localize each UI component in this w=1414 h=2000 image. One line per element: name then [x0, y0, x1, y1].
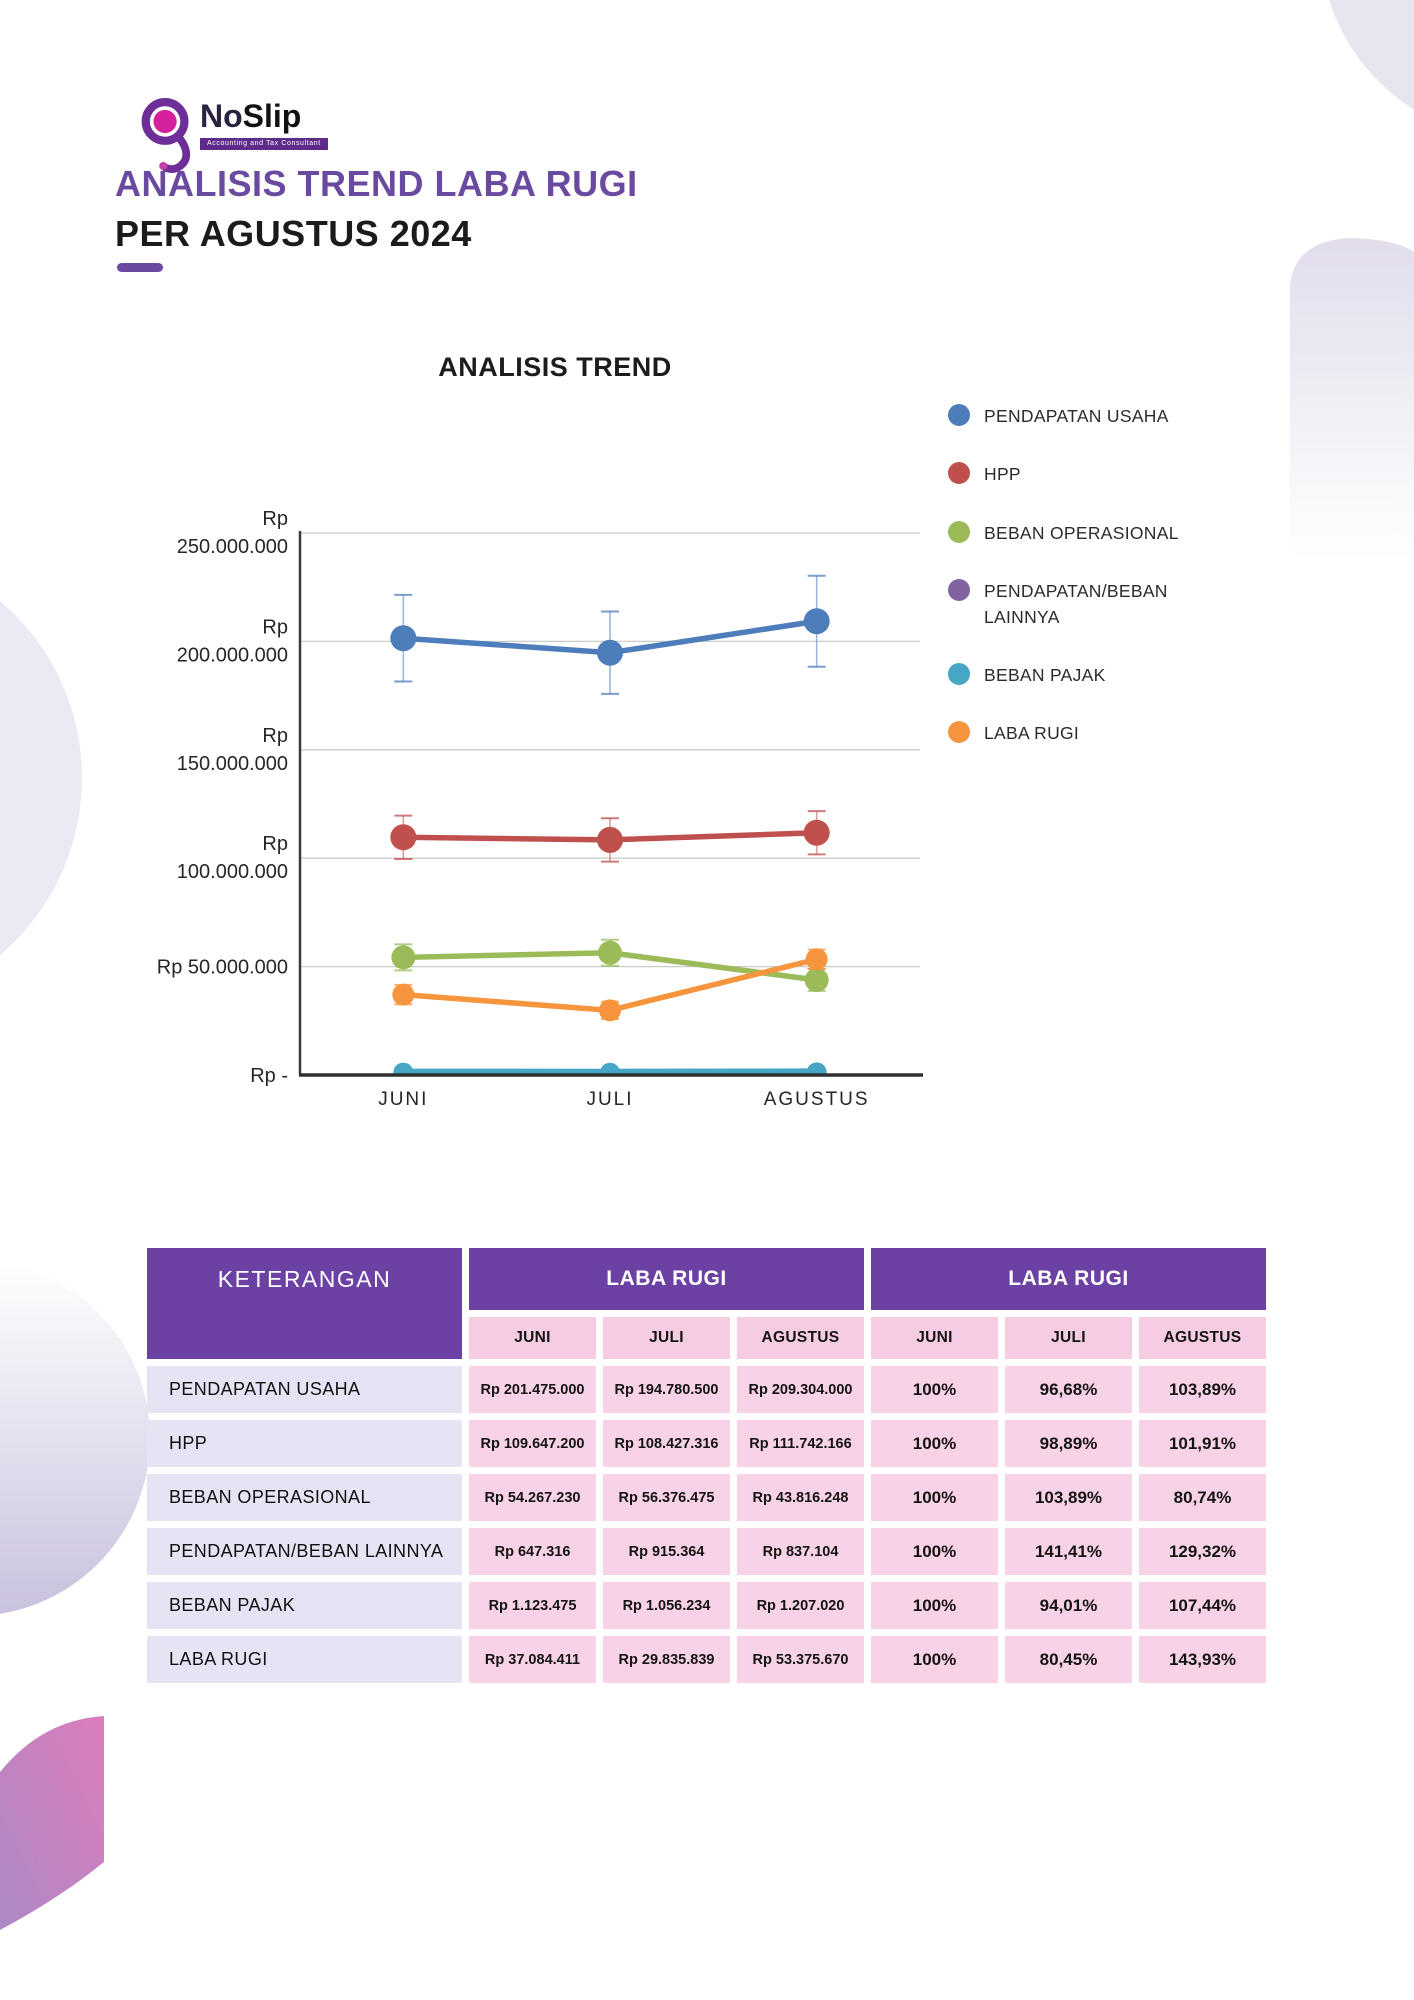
series-beban-operasional — [391, 940, 828, 992]
table-cell-value: Rp 37.084.411 — [469, 1636, 596, 1683]
y-axis-tick-label: Rp 250.000.000 — [176, 508, 288, 558]
legend-dot — [948, 579, 970, 601]
table-cell-percent: 98,89% — [1005, 1420, 1132, 1467]
legend-label: LABA RUGI — [984, 723, 1080, 744]
decor-bottom-left-blob — [0, 1716, 104, 1930]
table-cell-value: Rp 53.375.670 — [737, 1636, 864, 1683]
table-cell-value: Rp 647.316 — [469, 1528, 596, 1575]
legend-dot — [948, 663, 970, 685]
decor-left-circle — [0, 546, 82, 1010]
y-axis-tick-label: Rp 100.000.000 — [176, 833, 288, 884]
table-header-keterangan: KETERANGAN — [147, 1248, 462, 1359]
y-axis-tick-label: Rp 50.000.000 — [156, 956, 288, 979]
table-cell-value: Rp 209.304.000 — [737, 1366, 864, 1413]
table-header-group-laba-rugi-1: LABA RUGI — [469, 1248, 864, 1310]
legend-label: BEBAN OPERASIONAL — [984, 522, 1179, 543]
series-beban-pajak — [393, 1062, 826, 1082]
legend-item-beban-operasional — [948, 521, 1238, 546]
table-cell-percent: 143,93% — [1139, 1636, 1266, 1683]
legend-item-beban-pajak — [948, 663, 1238, 688]
table-cell-percent: 96,68% — [1005, 1366, 1132, 1413]
x-axis-tick-label: JUNI — [378, 1089, 429, 1110]
legend-dot — [948, 521, 970, 543]
logo-text — [200, 100, 328, 150]
series-pendapatan-usaha — [390, 576, 829, 694]
table-cell-percent: 100% — [871, 1528, 998, 1575]
table-cell-value: Rp 108.427.316 — [603, 1420, 730, 1467]
table-cell-value: Rp 111.742.166 — [737, 1420, 864, 1467]
brand-name — [200, 100, 328, 132]
table-header-month-juli: JULI — [1005, 1317, 1132, 1359]
data-point — [390, 824, 416, 850]
x-axis-tick-label: JULI — [586, 1089, 634, 1110]
data-point — [804, 608, 830, 634]
table-cell-value: Rp 915.364 — [603, 1528, 730, 1575]
decor-right-blob — [1290, 238, 1414, 560]
table-cell-value: Rp 1.123.475 — [469, 1582, 596, 1629]
table-header-group-laba-rugi-2: LABA RUGI — [871, 1248, 1266, 1310]
table-row-label-beban-pajak: BEBAN PAJAK — [147, 1582, 462, 1629]
table-header-month-juni: JUNI — [871, 1317, 998, 1359]
decor-top-right-circle — [1320, 0, 1414, 140]
table-cell-percent: 129,32% — [1139, 1528, 1266, 1575]
y-axis-tick-label: Rp 150.000.000 — [176, 724, 288, 775]
table-row-label-laba-rugi: LABA RUGI — [147, 1636, 462, 1683]
table-header-month-juni: JUNI — [469, 1317, 596, 1359]
data-point — [390, 625, 416, 651]
table-header-month-agustus: AGUSTUS — [1139, 1317, 1266, 1359]
legend-dot — [948, 721, 970, 743]
data-point — [393, 1063, 413, 1083]
legend-dot — [948, 462, 970, 484]
table-row-label-pendapatan-beban-lainnya: PENDAPATAN/BEBAN LAINNYA — [147, 1528, 462, 1575]
table-cell-value: Rp 194.780.500 — [603, 1366, 730, 1413]
data-point — [600, 1063, 620, 1083]
table-cell-percent: 103,89% — [1139, 1366, 1266, 1413]
data-point — [597, 827, 623, 853]
legend-label: BEBAN PAJAK — [984, 664, 1106, 685]
x-axis-tick-label: AGUSTUS — [763, 1089, 870, 1110]
table-cell-percent: 100% — [871, 1636, 998, 1683]
data-point — [807, 1062, 827, 1082]
page-title-line2: PER AGUSTUS 2024 — [115, 213, 472, 254]
decor-left-small-circle — [0, 1260, 150, 1616]
y-axis-tick-label: Rp - — [250, 1065, 288, 1087]
data-point — [806, 948, 828, 970]
table-row-label-hpp: HPP — [147, 1420, 462, 1467]
table-cell-value: Rp 109.647.200 — [469, 1420, 596, 1467]
brand-tagline: Accounting and Tax Consultant — [200, 138, 328, 150]
table-cell-value: Rp 1.207.020 — [737, 1582, 864, 1629]
table-cell-value: Rp 29.835.839 — [603, 1636, 730, 1683]
data-point — [804, 820, 830, 846]
data-point — [599, 999, 621, 1021]
y-axis-tick-label: Rp 200.000.000 — [176, 616, 288, 667]
brand-part1: No — [200, 98, 243, 134]
table-cell-percent: 100% — [871, 1582, 998, 1629]
table-cell-percent: 141,41% — [1005, 1528, 1132, 1575]
legend-dot — [948, 404, 970, 426]
legend-item-pendapatan-usaha — [948, 404, 1238, 429]
table-cell-percent: 101,91% — [1139, 1420, 1266, 1467]
table-cell-percent: 80,74% — [1139, 1474, 1266, 1521]
table-cell-percent: 100% — [871, 1474, 998, 1521]
legend-label: PENDAPATAN USAHA — [984, 406, 1169, 426]
legend-label: PENDAPATAN/BEBAN LAINNYA — [984, 581, 1168, 627]
table-cell-percent: 100% — [871, 1366, 998, 1413]
table-cell-value: Rp 43.816.248 — [737, 1474, 864, 1521]
title-underline-dash — [117, 263, 163, 272]
legend-label: HPP — [984, 464, 1021, 485]
table-cell-percent: 100% — [871, 1420, 998, 1467]
table-row-label-beban-operasional: BEBAN OPERASIONAL — [147, 1474, 462, 1521]
data-point — [391, 945, 415, 969]
data-point — [598, 941, 622, 965]
legend-item-pendapatan-beban-lainnya — [948, 579, 1238, 630]
chart-legend — [948, 404, 1238, 747]
data-point — [392, 984, 414, 1006]
table-cell-value: Rp 837.104 — [737, 1528, 864, 1575]
table-cell-value: Rp 56.376.475 — [603, 1474, 730, 1521]
table-cell-value: Rp 1.056.234 — [603, 1582, 730, 1629]
table-header-month-agustus: AGUSTUS — [737, 1317, 864, 1359]
table-cell-percent: 107,44% — [1139, 1582, 1266, 1629]
laba-rugi-table — [147, 1248, 1266, 1683]
table-cell-percent: 103,89% — [1005, 1474, 1132, 1521]
table-cell-value: Rp 54.267.230 — [469, 1474, 596, 1521]
table-cell-percent: 80,45% — [1005, 1636, 1132, 1683]
page-title-line1: ANALISIS TREND LABA RUGI — [115, 163, 638, 204]
data-point — [597, 640, 623, 666]
table-row-label-pendapatan-usaha: PENDAPATAN USAHA — [147, 1366, 462, 1413]
table-cell-value: Rp 201.475.000 — [469, 1366, 596, 1413]
chart-title: ANALISIS TREND — [438, 352, 672, 382]
series-hpp — [390, 811, 829, 862]
table-cell-percent: 94,01% — [1005, 1582, 1132, 1629]
table-header-month-juli: JULI — [603, 1317, 730, 1359]
brand-part2: Slip — [242, 98, 302, 134]
data-point — [805, 968, 829, 992]
legend-item-laba-rugi — [948, 721, 1238, 746]
legend-item-hpp — [948, 462, 1238, 487]
